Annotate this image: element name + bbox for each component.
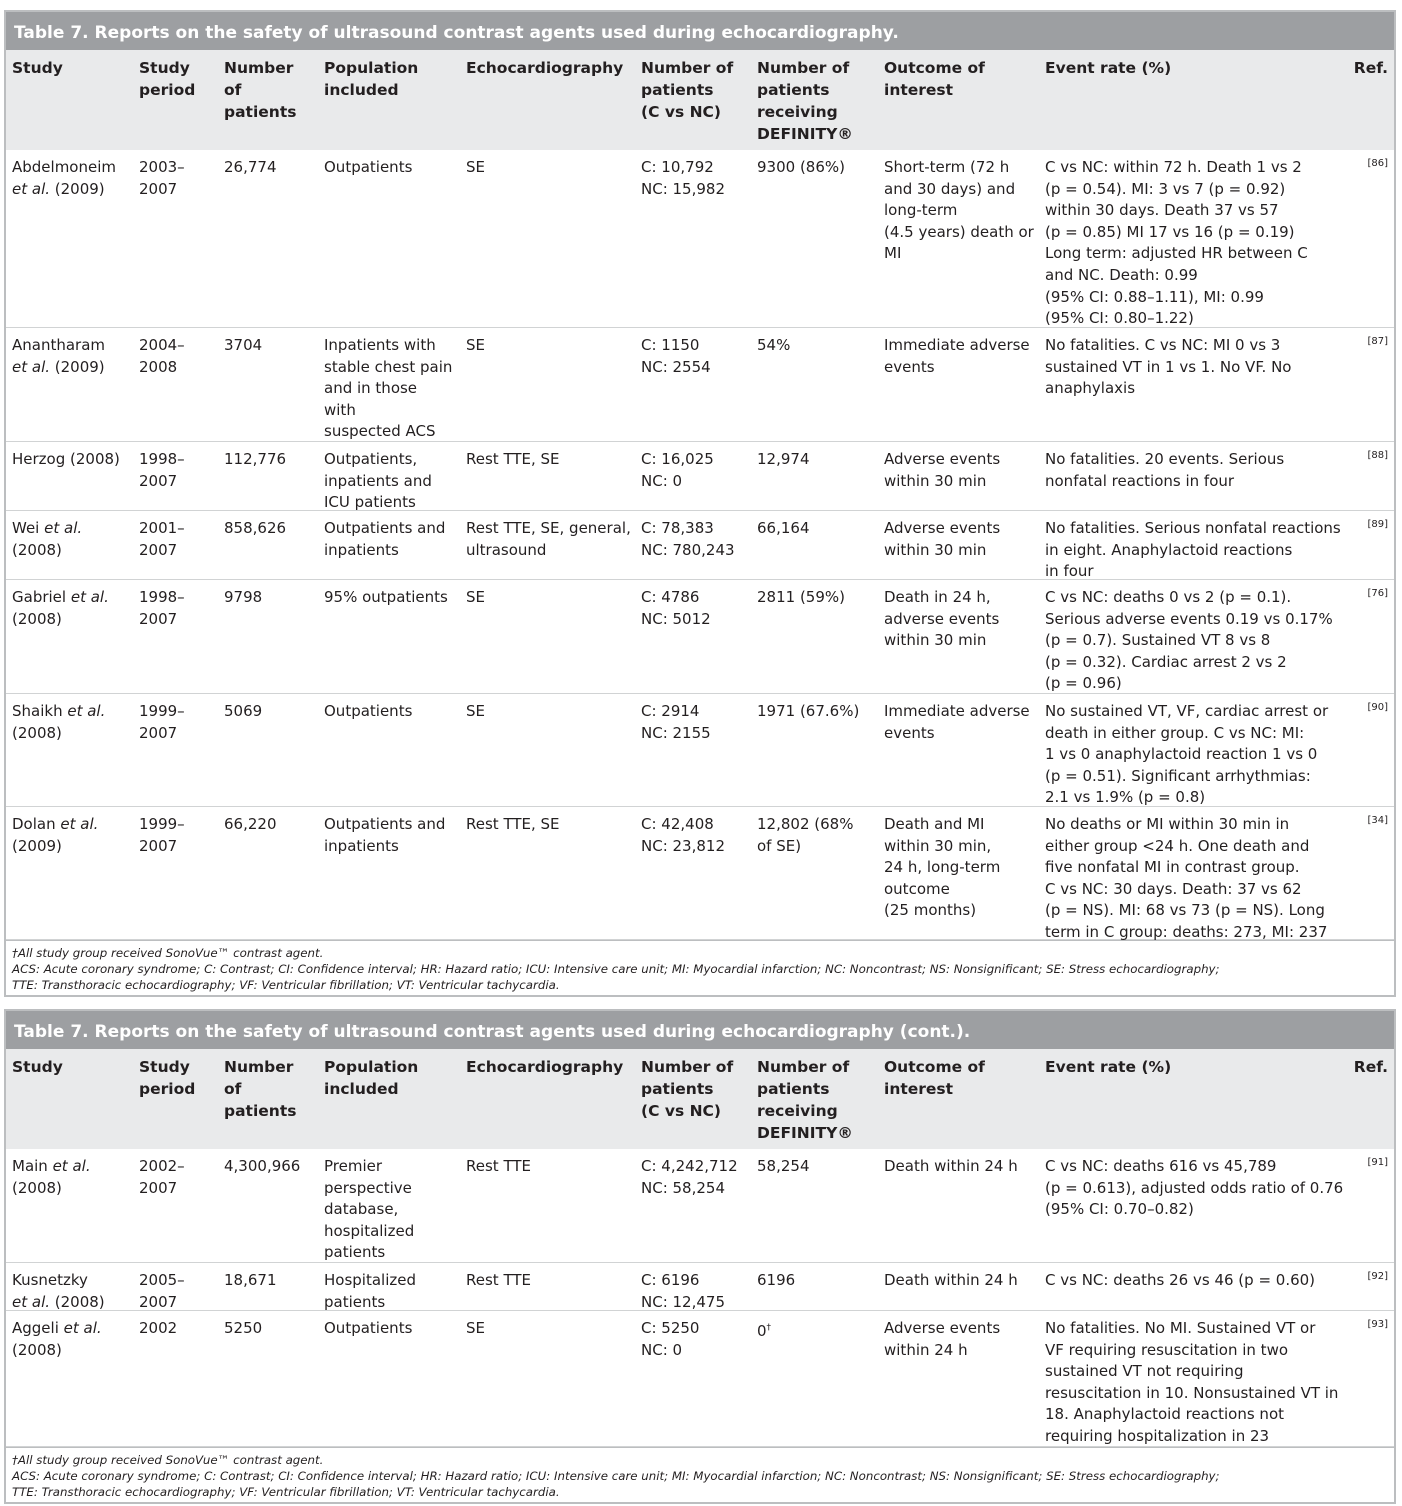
cell-ref: [92] — [1367, 1271, 1388, 1282]
cell-outcome-of-interest: Death within 24 h — [884, 1271, 1018, 1289]
table-row — [6, 150, 1394, 328]
cell-number-of-patients: 3704 — [224, 336, 263, 354]
table-row — [6, 1263, 1394, 1311]
cell-population-included: Hospitalized patients — [324, 1271, 416, 1311]
cell-outcome-of-interest: Death and MI within 30 min, 24 h, long-term outcome (25 months) — [884, 815, 1001, 920]
cell-study-period: 1999– 2007 — [139, 815, 185, 855]
cell-population-included: Outpatients — [324, 158, 413, 176]
cell-event-rate: No fatalities. No MI. Sustained VT or VF requiring resuscitation in two sustained VT not requiring resuscitation in 10. Nonsustained VT in 18. Anaphylactoid reactions not requiring hospitalization in 23 — [1045, 1319, 1339, 1445]
cell-event-rate: No deaths or MI within 30 min in either group <24 h. One death and five nonfatal MI in contrast group. C vs NC: 30 days. Death: 37 vs 62 (p = NS). MI: 68 vs 73 (p = NS). Long term in C group: deaths: 273, MI: 237 — [1045, 815, 1328, 941]
table-header-row — [6, 1049, 1394, 1149]
table-title: Table 7. Reports on the safety of ultrasound contrast agents used during echocardiography (cont.). — [6, 1011, 1394, 1049]
header-study: Study — [12, 1058, 63, 1076]
cell-patients-c-vs-nc: C: 78,383 NC: 780,243 — [641, 519, 735, 559]
cell-population-included: Outpatients and inpatients — [324, 519, 446, 559]
header-study: Study — [12, 59, 63, 77]
cell-study-period: 2004– 2008 — [139, 336, 185, 376]
header-event-rate: Event rate (%) — [1045, 1058, 1172, 1076]
cell-ref: [86] — [1367, 158, 1388, 169]
header-number-of-patients: Number of patients — [224, 1058, 297, 1120]
cell-study: Kusnetzky et al. (2008) — [12, 1271, 105, 1311]
table-row — [6, 511, 1394, 580]
cell-event-rate: C vs NC: deaths 26 vs 46 (p = 0.60) — [1045, 1271, 1316, 1289]
cell-outcome-of-interest: Adverse events within 30 min — [884, 519, 1001, 559]
cell-study-period: 2005– 2007 — [139, 1271, 185, 1311]
cell-event-rate: No fatalities. Serious nonfatal reactions in eight. Anaphylactoid reactions in four — [1045, 519, 1341, 581]
footnote-abbreviations-cont: TTE: Transthoracic echocardiography; VF: Ventricular fibrillation; VT: Ventricular tachycardia. — [12, 978, 560, 992]
cell-study: Gabriel et al. (2008) — [12, 588, 109, 628]
cell-echocardiography: Rest TTE — [466, 1271, 531, 1289]
cell-number-of-patients: 4,300,966 — [224, 1157, 301, 1175]
table-row — [6, 442, 1394, 511]
cell-patients-definity: 58,254 — [757, 1157, 810, 1175]
table-footnotes — [6, 1447, 1394, 1502]
cell-echocardiography: SE — [466, 702, 485, 720]
cell-event-rate: No fatalities. C vs NC: MI 0 vs 3 sustained VT in 1 vs 1. No VF. No anaphylaxis — [1045, 336, 1292, 398]
table-7 — [4, 10, 1396, 997]
header-patients-definity: Number of patients receiving DEFINITY® — [757, 59, 853, 143]
table-row — [6, 694, 1394, 807]
cell-echocardiography: Rest TTE, SE — [466, 815, 560, 833]
cell-ref: [93] — [1367, 1319, 1388, 1330]
cell-patients-c-vs-nc: C: 4786 NC: 5012 — [641, 588, 711, 628]
cell-echocardiography: SE — [466, 1319, 485, 1337]
cell-patients-definity: 9300 (86%) — [757, 158, 845, 176]
table-title: Table 7. Reports on the safety of ultrasound contrast agents used during echocardiography. — [6, 12, 1394, 50]
header-event-rate: Event rate (%) — [1045, 59, 1172, 77]
cell-population-included: Premier perspective database, hospitalized patients — [324, 1157, 415, 1262]
cell-population-included: 95% outpatients — [324, 588, 448, 606]
cell-event-rate: No fatalities. 20 events. Serious nonfatal reactions in four — [1045, 450, 1285, 490]
cell-population-included: Outpatients — [324, 702, 413, 720]
cell-patients-c-vs-nc: C: 1150 NC: 2554 — [641, 336, 711, 376]
cell-echocardiography: Rest TTE — [466, 1157, 531, 1175]
cell-outcome-of-interest: Immediate adverse events — [884, 336, 1030, 376]
footnote-dagger: †All study group received SonoVue™ contrast agent. — [12, 1453, 324, 1467]
cell-ref: [90] — [1367, 702, 1388, 713]
cell-event-rate: No sustained VT, VF, cardiac arrest or death in either group. C vs NC: MI: 1 vs 0 anaphylactoid reaction 1 vs 0 (p = 0.51). Significant arrhythmias: 2.1 vs 1.9% (p = 0.8) — [1045, 702, 1329, 807]
footnote-abbreviations-cont: TTE: Transthoracic echocardiography; VF: Ventricular fibrillation; VT: Ventricular tachycardia. — [12, 1485, 560, 1499]
cell-ref: [76] — [1367, 588, 1388, 599]
table-7-continued — [4, 1009, 1396, 1504]
cell-number-of-patients: 5250 — [224, 1319, 263, 1337]
header-outcome-of-interest: Outcome of interest — [884, 59, 985, 99]
cell-ref: [91] — [1367, 1157, 1388, 1168]
cell-study: Dolan et al. (2009) — [12, 815, 99, 855]
cell-echocardiography: Rest TTE, SE — [466, 450, 560, 468]
cell-number-of-patients: 66,220 — [224, 815, 277, 833]
cell-ref: [87] — [1367, 336, 1388, 347]
cell-patients-c-vs-nc: C: 10,792 NC: 15,982 — [641, 158, 726, 198]
table-row — [6, 328, 1394, 442]
cell-ref: [89] — [1367, 519, 1388, 530]
cell-population-included: Outpatients — [324, 1319, 413, 1337]
cell-outcome-of-interest: Death within 24 h — [884, 1157, 1018, 1175]
cell-patients-definity: 54% — [757, 336, 791, 354]
header-ref: Ref. — [1353, 59, 1388, 77]
cell-echocardiography: Rest TTE, SE, general, ultrasound — [466, 519, 631, 559]
header-study-period: Study period — [139, 59, 196, 99]
cell-number-of-patients: 9798 — [224, 588, 263, 606]
header-study-period: Study period — [139, 1058, 196, 1098]
cell-population-included: Inpatients with stable chest pain and in those with suspected ACS — [324, 336, 453, 441]
cell-number-of-patients: 112,776 — [224, 450, 287, 468]
header-population-included: Population included — [324, 59, 419, 99]
table-body — [6, 1149, 1394, 1447]
cell-patients-definity: 1971 (67.6%) — [757, 702, 860, 720]
cell-study: Herzog (2008) — [12, 450, 120, 468]
cell-population-included: Outpatients, inpatients and ICU patients — [324, 450, 432, 512]
cell-outcome-of-interest: Short-term (72 h and 30 days) and long-term (4.5 years) death or MI — [884, 158, 1034, 263]
cell-study-period: 2002– 2007 — [139, 1157, 185, 1197]
cell-study-period: 2001– 2007 — [139, 519, 185, 559]
cell-study: Anantharam et al. (2009) — [12, 336, 106, 376]
cell-echocardiography: SE — [466, 336, 485, 354]
header-number-of-patients: Number of patients — [224, 59, 297, 121]
cell-patients-definity: 0† — [757, 1322, 772, 1340]
footnote-dagger: †All study group received SonoVue™ contrast agent. — [12, 946, 324, 960]
cell-population-included: Outpatients and inpatients — [324, 815, 446, 855]
cell-patients-definity: 6196 — [757, 1271, 796, 1289]
cell-event-rate: C vs NC: deaths 0 vs 2 (p = 0.1). Serious adverse events 0.19 vs 0.17% (p = 0.7). Sustained VT 8 vs 8 (p = 0.32). Cardiac arrest 2 vs 2 (p = 0.96) — [1045, 588, 1333, 693]
cell-patients-definity: 12,974 — [757, 450, 810, 468]
cell-number-of-patients: 858,626 — [224, 519, 287, 537]
cell-patients-c-vs-nc: C: 4,242,712 NC: 58,254 — [641, 1157, 738, 1197]
header-echocardiography: Echocardiography — [466, 1058, 624, 1076]
cell-number-of-patients: 5069 — [224, 702, 263, 720]
footnote-abbreviations: ACS: Acute coronary syndrome; C: Contrast; CI: Confidence interval; HR: Hazard ratio; ICU: Intensive care unit; MI: Myocardial infarction; NC: Noncontrast; NS: Nonsignificant; SE: Stress echocardiography; — [12, 962, 1220, 976]
cell-patients-definity: 66,164 — [757, 519, 810, 537]
cell-echocardiography: SE — [466, 158, 485, 176]
cell-echocardiography: SE — [466, 588, 485, 606]
table-body — [6, 150, 1394, 940]
cell-ref: [88] — [1367, 450, 1388, 461]
cell-study-period: 1998– 2007 — [139, 450, 185, 490]
cell-outcome-of-interest: Adverse events within 24 h — [884, 1319, 1001, 1359]
cell-patients-c-vs-nc: C: 5250 NC: 0 — [641, 1319, 700, 1359]
cell-outcome-of-interest: Immediate adverse events — [884, 702, 1030, 742]
cell-outcome-of-interest: Death in 24 h, adverse events within 30 min — [884, 588, 1000, 650]
cell-study-period: 1998– 2007 — [139, 588, 185, 628]
header-population-included: Population included — [324, 1058, 419, 1098]
cell-event-rate: C vs NC: deaths 616 vs 45,789 (p = 0.613), adjusted odds ratio of 0.76 (95% CI: 0.70–0.82) — [1045, 1157, 1344, 1219]
cell-study-period: 1999– 2007 — [139, 702, 185, 742]
table-row — [6, 807, 1394, 940]
header-echocardiography: Echocardiography — [466, 59, 624, 77]
table-footnotes — [6, 940, 1394, 995]
cell-study-period: 2002 — [139, 1319, 178, 1337]
cell-patients-c-vs-nc: C: 16,025 NC: 0 — [641, 450, 714, 490]
header-outcome-of-interest: Outcome of interest — [884, 1058, 985, 1098]
cell-study-period: 2003– 2007 — [139, 158, 185, 198]
cell-patients-c-vs-nc: C: 2914 NC: 2155 — [641, 702, 711, 742]
header-patients-definity: Number of patients receiving DEFINITY® — [757, 1058, 853, 1142]
cell-study: Aggeli et al. (2008) — [12, 1319, 102, 1359]
table-header-row — [6, 50, 1394, 150]
header-ref: Ref. — [1353, 1058, 1388, 1076]
footnote-abbreviations: ACS: Acute coronary syndrome; C: Contrast; CI: Confidence interval; HR: Hazard ratio; ICU: Intensive care unit; MI: Myocardial infarction; NC: Noncontrast; NS: Nonsignificant; SE: Stress echocardiography; — [12, 1469, 1220, 1483]
header-patients-c-vs-nc: Number of patients (C vs NC) — [641, 1058, 734, 1120]
cell-patients-definity: 2811 (59%) — [757, 588, 845, 606]
cell-patients-c-vs-nc: C: 6196 NC: 12,475 — [641, 1271, 726, 1311]
cell-study: Shaikh et al. (2008) — [12, 702, 106, 742]
cell-study: Main et al. (2008) — [12, 1157, 91, 1197]
cell-patients-definity: 12,802 (68% of SE) — [757, 815, 854, 855]
cell-ref: [34] — [1367, 815, 1388, 826]
cell-number-of-patients: 26,774 — [224, 158, 277, 176]
cell-outcome-of-interest: Adverse events within 30 min — [884, 450, 1001, 490]
table-row — [6, 1149, 1394, 1263]
cell-patients-c-vs-nc: C: 42,408 NC: 23,812 — [641, 815, 726, 855]
cell-study: Abdelmoneim et al. (2009) — [12, 158, 117, 198]
table-row — [6, 1311, 1394, 1447]
header-patients-c-vs-nc: Number of patients (C vs NC) — [641, 59, 734, 121]
table-row — [6, 580, 1394, 694]
cell-event-rate: C vs NC: within 72 h. Death 1 vs 2 (p = 0.54). MI: 3 vs 7 (p = 0.92) within 30 days. Death 37 vs 57 (p = 0.85) MI 17 vs 16 (p = 0.19) Long term: adjusted HR between C and NC. Death: 0.99 (95% CI: 0.88–1.11), MI: 0.99 (95% CI: 0.80–1.22) — [1045, 158, 1308, 328]
cell-study: Wei et al. (2008) — [12, 519, 83, 559]
cell-number-of-patients: 18,671 — [224, 1271, 277, 1289]
